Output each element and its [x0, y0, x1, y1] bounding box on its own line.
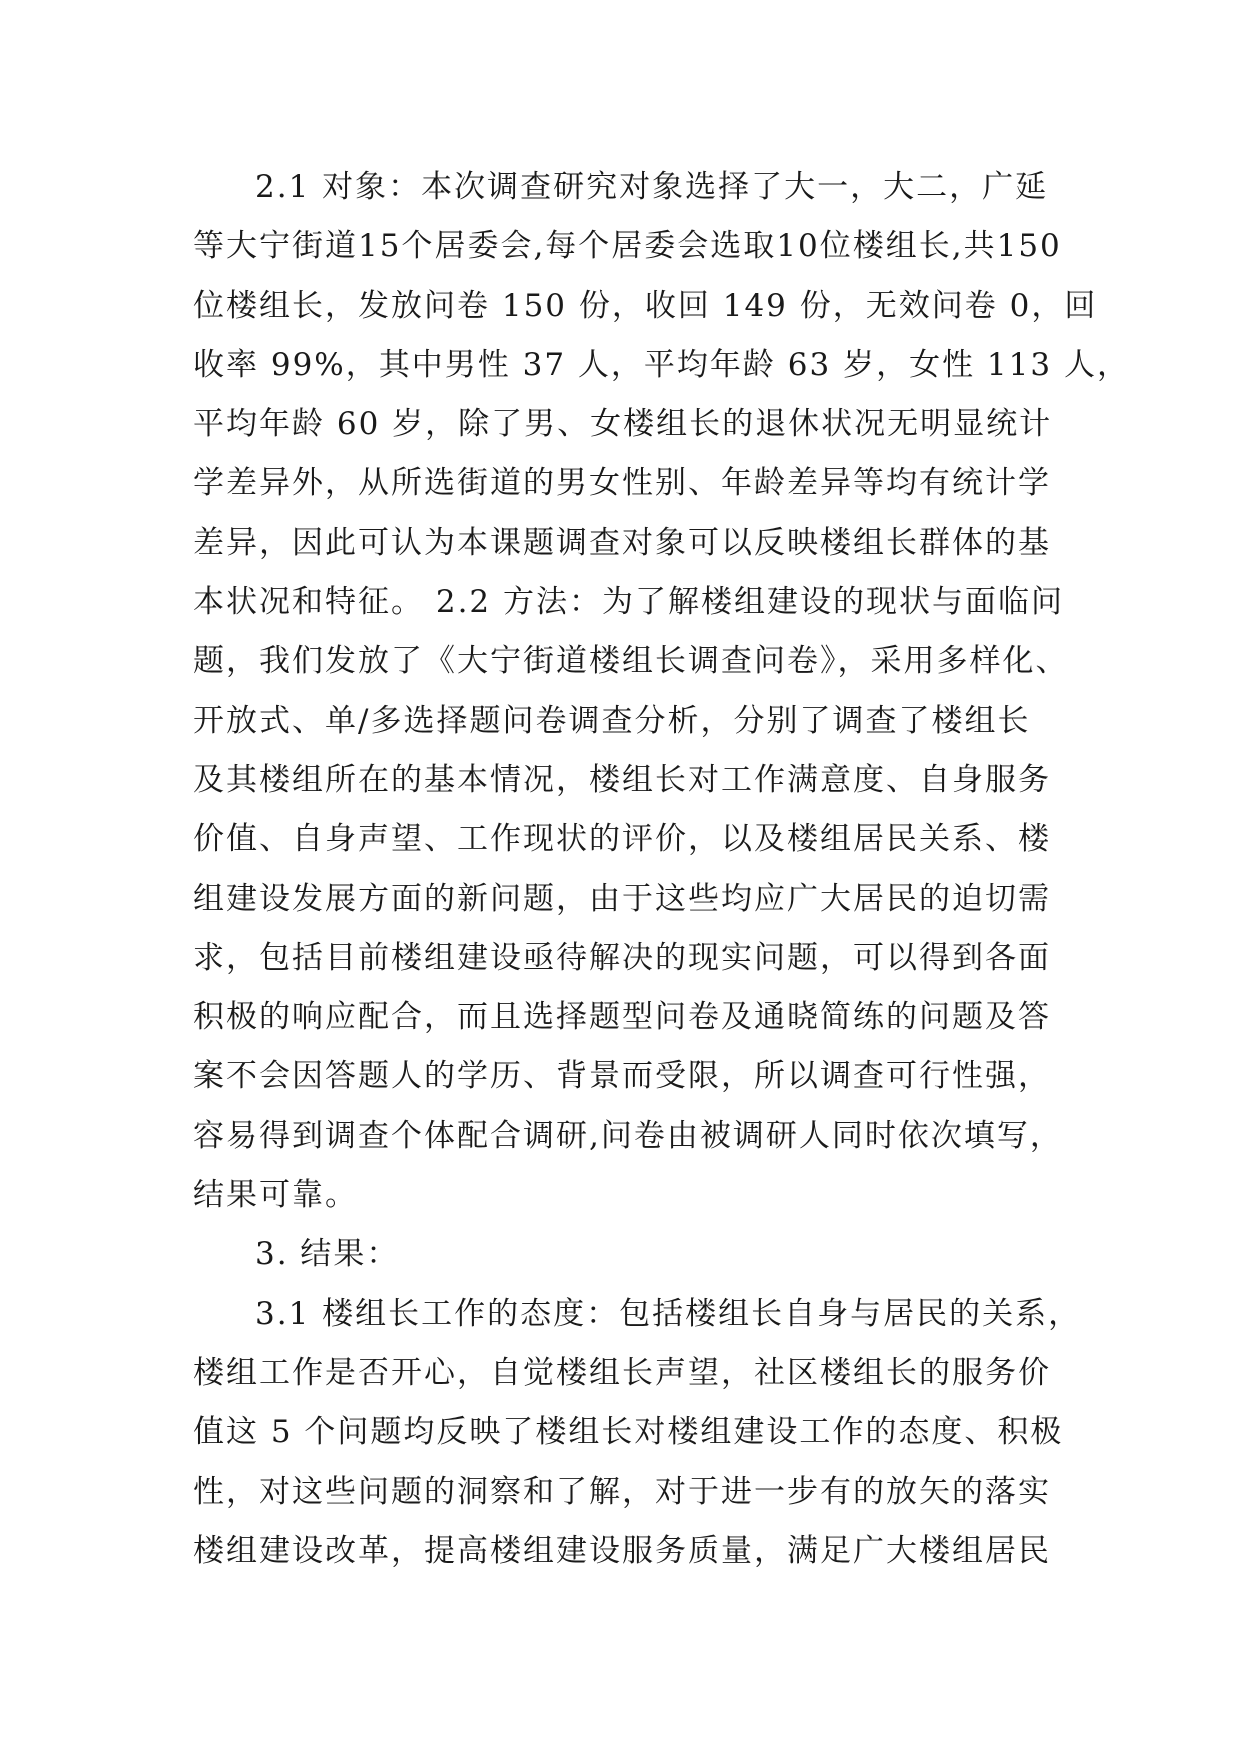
section-heading-results: [193, 1225, 1073, 1284]
text-line: 组建设发展方面的新问题，由于这些均应广大居民的迫切需: [193, 880, 1051, 917]
text-line: 积极的响应配合，而且选择题型问卷及通晓简练的问题及答: [193, 999, 1051, 1036]
text-line: 等大宁街道15个居委会,每个居委会选取10位楼组长,共150: [193, 228, 1062, 265]
text-line: 差异，因此可认为本课题调查对象可以反映楼组长群体的基: [193, 524, 1051, 561]
text-line: 3. 结果：: [255, 1236, 400, 1273]
text-line: 本状况和特征。 2.2 方法：为了解楼组建设的现状与面临问: [193, 584, 1065, 621]
text-line: 求，包括目前楼组建设亟待解决的现实问题，可以得到各面: [193, 939, 1051, 976]
text-line: 结果可靠。: [193, 1177, 358, 1214]
text-line: 平均年龄 60 岁，除了男、女楼组长的退休状况无明显统计: [193, 406, 1053, 443]
text-line: 学差异外，从所选街道的男女性别、年龄差异等均有统计学: [193, 465, 1051, 502]
paragraph-work-attitude: [193, 1285, 1082, 1581]
text-line: 题，我们发放了《大宁街道楼组长调查问卷》，采用多样化、: [193, 643, 1069, 680]
text-line: 案不会因答题人的学历、背景而受限，所以调查可行性强，: [193, 1058, 1051, 1095]
text-line: 3.1 楼组长工作的态度：包括楼组长自身与居民的关系，: [255, 1295, 1082, 1332]
text-line: 2.1 对象：本次调查研究对象选择了大一，大二，广延: [255, 169, 1049, 205]
text-line: 位楼组长，发放问卷 150 份，收回 149 份，无效问卷 0，回: [193, 287, 1098, 324]
body-text: [193, 158, 1130, 1581]
text-line: 性，对这些问题的洞察和了解，对于进一步有的放矢的落实: [193, 1473, 1051, 1510]
text-line: 值这 5 个问题均反映了楼组长对楼组建设工作的态度、积极: [193, 1414, 1064, 1451]
text-line: 收率 99%，其中男性 37 人，平均年龄 63 岁，女性 113 人，: [193, 346, 1130, 383]
text-line: 及其楼组所在的基本情况，楼组长对工作满意度、自身服务: [193, 761, 1051, 798]
text-line: 开放式、单/多选择题问卷调查分析，分别了调查了楼组长: [193, 702, 1031, 739]
paragraph-subjects-methods: [193, 158, 1130, 1225]
text-line: 楼组建设改革，提高楼组建设服务质量，满足广大楼组居民: [193, 1532, 1051, 1569]
text-line: 价值、自身声望、工作现状的评价，以及楼组居民关系、楼: [193, 821, 1051, 858]
text-line: 容易得到调查个体配合调研,问卷由被调研人同时依次填写，: [193, 1117, 1063, 1154]
text-line: 楼组工作是否开心，自觉楼组长声望，社区楼组长的服务价: [193, 1354, 1051, 1391]
